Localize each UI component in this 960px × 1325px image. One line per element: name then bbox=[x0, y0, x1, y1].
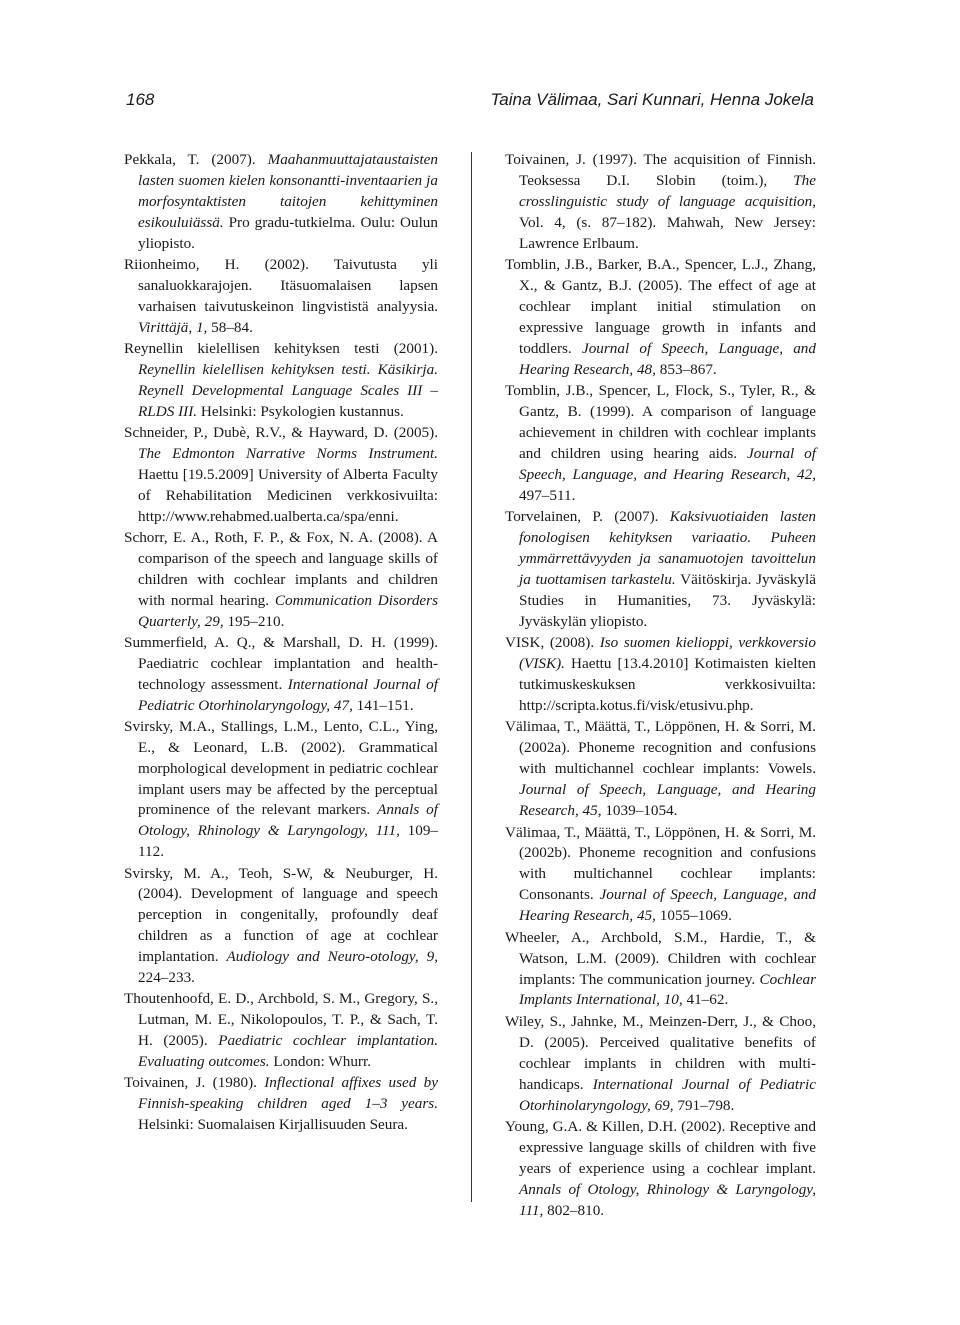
page-number: 168 bbox=[126, 90, 155, 109]
reference-entry bbox=[505, 928, 816, 1012]
reference-text: Torvelainen, P. (2007). bbox=[505, 508, 670, 526]
references-right-column bbox=[505, 150, 816, 1222]
reference-text: Young, G.A. & Killen, D.H. (2002). Receptive and expressive language skills of children with five years of experience using a cochlear implant. bbox=[505, 1118, 816, 1177]
reference-text: 58–84. bbox=[207, 318, 253, 336]
reference-entry bbox=[124, 633, 438, 717]
reference-text: 195–210. bbox=[223, 612, 285, 630]
reference-text: Väitöskirja. Jyväskylä Studies in Humanities, 73. Jyväskylä: Jyväskylän yliopisto. bbox=[519, 570, 816, 630]
reference-entry bbox=[124, 339, 438, 423]
reference-entry bbox=[124, 255, 438, 339]
reference-text: 224–233. bbox=[138, 969, 195, 987]
reference-text: Svirsky, M.A., Stallings, L.M., Lento, C.L., Ying, E., & Leonard, L.B. (2002). Grammatical morphological development in pediatric cochlear implant users may be affected by the perceptual prominence of the relevant markers. bbox=[124, 717, 438, 819]
reference-text: Vol. 4, (s. 87–182). Mahwah, New Jersey: Lawrence Erlbaum. bbox=[519, 213, 816, 252]
reference-entry bbox=[124, 150, 438, 255]
reference-text: Summerfield, A. Q., & Marshall, D. H. (1999). Paediatric cochlear implantation and health-technology assessment. bbox=[124, 633, 438, 693]
reference-text: Toivainen, J. (1997). The acquisition of Finnish. Teoksessa D.I. Slobin (toim.), bbox=[505, 151, 816, 189]
reference-text: 141–151. bbox=[352, 696, 414, 714]
reference-entry bbox=[505, 717, 816, 822]
reference-title-italic: Audiology and Neuro-otology, 9, bbox=[226, 948, 438, 966]
reference-text: Välimaa, T., Määttä, T., Löppönen, H. & Sorri, M. (2002a). Phoneme recognition and confusions with multichannel cochlear implants: Vowels. bbox=[505, 718, 816, 778]
reference-text: London: Whurr. bbox=[269, 1053, 371, 1071]
reference-entry bbox=[505, 150, 816, 255]
reference-text: 802–810. bbox=[543, 1201, 605, 1219]
reference-title-italic: Journal of Speech, Language, and Hearing Research, 42, bbox=[519, 444, 816, 483]
reference-entry bbox=[505, 633, 816, 717]
reference-title-italic: Virittäjä, 1, bbox=[138, 318, 208, 336]
reference-title-italic: Journal of Speech, Language, and Hearing Research, 45, bbox=[519, 781, 816, 820]
reference-text: Reynellin kielellisen kehityksen testi (2001). bbox=[124, 339, 438, 357]
reference-entry bbox=[124, 717, 438, 863]
reference-title-italic: Paediatric cochlear implantation. Evaluating outcomes. bbox=[138, 1032, 438, 1071]
reference-entry bbox=[124, 1073, 438, 1136]
reference-title-italic: Kaksivuotiaiden lasten fonologisen kehityksen variaatio. Puheen ymmärrettävyyden ja sanamuotojen tavoittelun ja tuottamisen tarkastelu. bbox=[519, 508, 816, 588]
reference-text: Svirsky, M. A., Teoh, S-W, & Neuburger, H. (2004). Development of language and speech perception in congenitally, profoundly deaf children as a function of age at cochlear implantation. bbox=[124, 864, 438, 966]
reference-text: 41–62. bbox=[682, 991, 729, 1009]
reference-title-italic: Communication Disorders Quarterly, 29, bbox=[138, 591, 438, 630]
reference-entry bbox=[505, 507, 816, 632]
reference-title-italic: Journal of Speech, Language, and Hearing Research, 45, bbox=[519, 886, 816, 925]
reference-text: Tomblin, J.B., Spencer, L, Flock, S., Tyler, R., & Gantz, B. (1999). A comparison of language achievement in children with cochlear implants and children using hearing aids. bbox=[505, 382, 816, 462]
reference-text: Pekkala, T. (2007). bbox=[124, 151, 268, 168]
reference-text: Helsinki: Suomalaisen Kirjallisuuden Seura. bbox=[138, 1116, 408, 1134]
reference-text: Schorr, E. A., Roth, F. P., & Fox, N. A. (2008). A comparison of the speech and language skills of children with cochlear implants and children with normal hearing. bbox=[124, 528, 438, 609]
reference-text: 791–798. bbox=[673, 1096, 735, 1114]
page-header bbox=[126, 90, 814, 120]
reference-text: Wheeler, A., Archbold, S.M., Hardie, T., & Watson, L.M. (2009). Children with cochlear implants: The communication journey. bbox=[505, 928, 816, 988]
reference-title-italic: Reynellin kielellisen kehityksen testi. Käsikirja. Reynell Developmental Language Scales III – RLDS III. bbox=[138, 360, 438, 420]
reference-title-italic: Journal of Speech, Language, and Hearing Research, 48, bbox=[519, 339, 816, 378]
reference-entry bbox=[505, 255, 816, 380]
reference-text: 853–867. bbox=[655, 360, 717, 378]
reference-entry bbox=[124, 864, 438, 989]
reference-entry bbox=[124, 528, 438, 633]
reference-text: 497–511. bbox=[519, 486, 576, 504]
column-divider bbox=[471, 152, 472, 1202]
reference-title-italic: Cochlear Implants International, 10, bbox=[519, 970, 816, 1009]
reference-title-italic: Annals of Otology, Rhinology & Laryngology, 111, bbox=[519, 1180, 816, 1219]
reference-title-italic: The crosslinguistic study of language acquisition, bbox=[519, 171, 816, 210]
reference-text: Riionheimo, H. (2002). Taivutusta yli sanaluokkarajojen. Itäsuomalaisen lapsen varhaisen taivutuskeinon lingvististä analyysia. bbox=[124, 255, 438, 315]
reference-title-italic: Annals of Otology, Rhinology & Laryngology, 111, bbox=[138, 801, 438, 840]
reference-text: Schneider, P., Dubè, R.V., & Hayward, D. (2005). bbox=[124, 423, 438, 441]
reference-entry bbox=[505, 1117, 816, 1222]
reference-title-italic: Iso suomen kielioppi, verkkoversio (VISK). bbox=[519, 634, 816, 673]
reference-text: Tomblin, J.B., Barker, B.A., Spencer, L.J., Zhang, X., & Gantz, B.J. (2005). The effect of age at cochlear implant initial stimulation on expressive language growth in infants and toddlers. bbox=[505, 256, 816, 357]
references-left-column bbox=[124, 150, 438, 1137]
reference-title-italic: The Edmonton Narrative Norms Instrument. bbox=[138, 444, 438, 462]
reference-title-italic: Inflectional affixes used by Finnish-speaking children aged 1–3 years. bbox=[138, 1074, 438, 1113]
reference-text: Pro gradu-tutkielma. Oulu: Oulun yliopisto. bbox=[138, 213, 438, 252]
reference-title-italic: International Journal of Pediatric Otorhinolaryngology, 47, bbox=[138, 675, 438, 714]
reference-text: Wiley, S., Jahnke, M., Meinzen-Derr, J., & Choo, D. (2005). Perceived qualitative benefits of cochlear implants in children with multi-handicaps. bbox=[505, 1012, 816, 1093]
reference-entry bbox=[505, 823, 816, 928]
reference-text: 1039–1054. bbox=[601, 802, 678, 820]
running-head: Taina Välimaa, Sari Kunnari, Henna Jokela bbox=[490, 90, 814, 109]
reference-title-italic: Maahanmuuttajataustaisten lasten suomen kielen konsonantti-inventaarien ja morfosyntaktisten taitojen kehittyminen esikouluiässä. bbox=[138, 151, 438, 231]
reference-text: 109–112. bbox=[138, 822, 438, 861]
reference-text: 1055–1069. bbox=[655, 907, 732, 925]
reference-entry bbox=[124, 989, 438, 1073]
reference-text: Haettu [19.5.2009] University of Alberta Faculty of Rehabilitation Medicinen verkkosivuilta: http://www.rehabmed.ualberta.ca/spa/enni. bbox=[138, 465, 438, 525]
reference-text: Haettu [13.4.2010] Kotimaisten kielten tutkimuskeskuksen verkkosivuilta: http://scripta.kotus.fi/visk/etusivu.php. bbox=[519, 655, 816, 714]
reference-text: Välimaa, T., Määttä, T., Löppönen, H. & Sorri, M. (2002b). Phoneme recognition and confusions with multichannel cochlear implants: Consonants. bbox=[505, 823, 816, 904]
reference-title-italic: International Journal of Pediatric Otorhinolaryngology, 69, bbox=[519, 1075, 816, 1114]
reference-text: Toivainen, J. (1980). bbox=[124, 1074, 265, 1092]
reference-entry bbox=[505, 1012, 816, 1117]
reference-text: VISK, (2008). bbox=[505, 634, 600, 652]
reference-entry bbox=[124, 423, 438, 528]
reference-entry bbox=[505, 381, 816, 506]
reference-text: Thoutenhoofd, E. D., Archbold, S. M., Gregory, S., Lutman, M. E., Nikolopoulos, T. P., & Sach, T. H. (2005). bbox=[124, 990, 438, 1050]
reference-text: Helsinki: Psykologien kustannus. bbox=[197, 402, 404, 420]
